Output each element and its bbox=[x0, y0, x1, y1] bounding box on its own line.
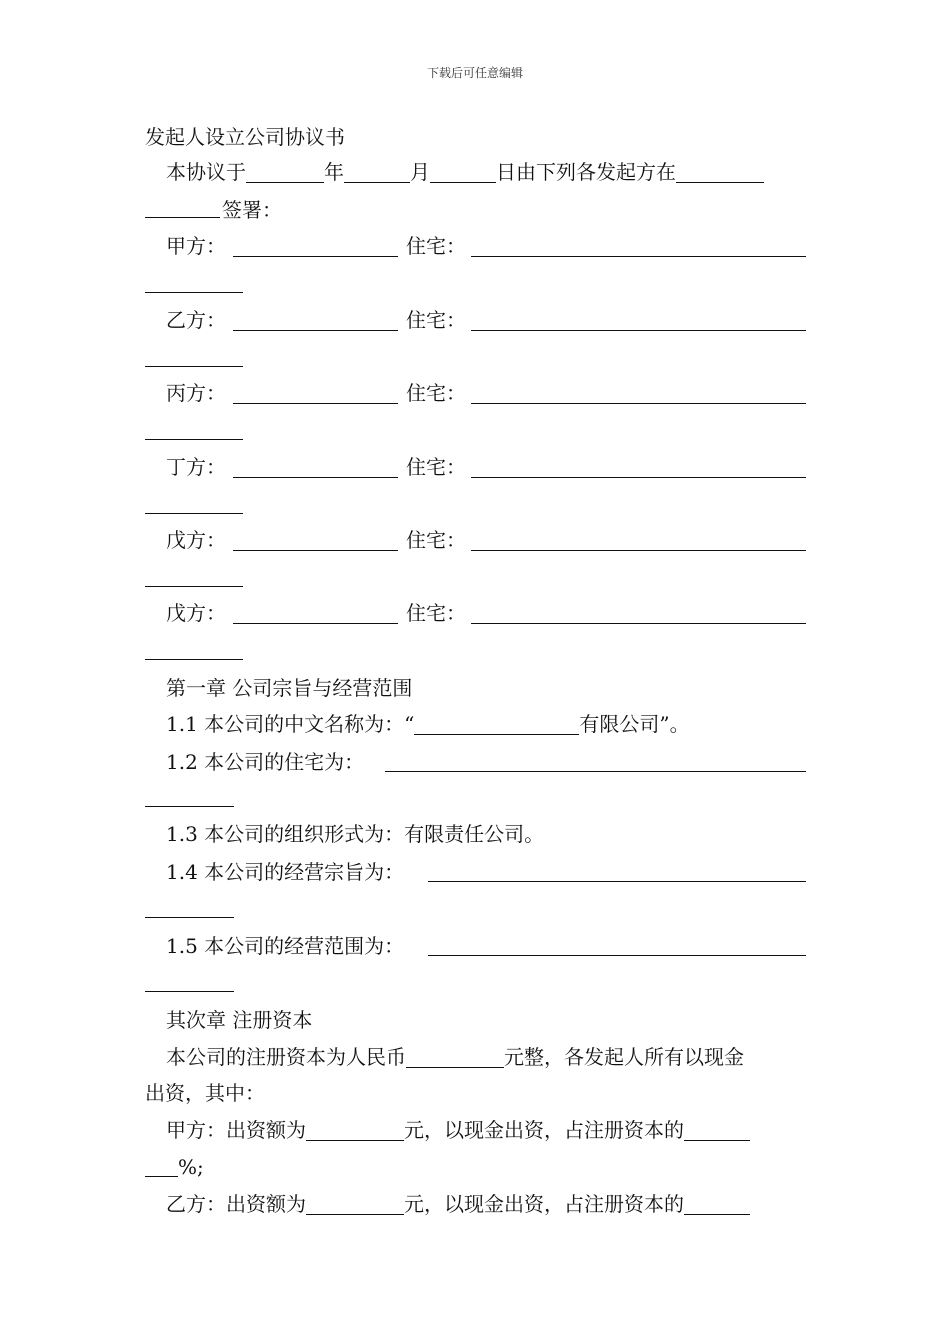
residence-blank[interactable] bbox=[471, 623, 806, 624]
party-label: 丙方： bbox=[166, 381, 226, 405]
capital-line-2: 出资，其中： bbox=[145, 1081, 265, 1105]
jia-prefix: 甲方：出资额为 bbox=[166, 1118, 306, 1142]
capital-line bbox=[166, 1045, 744, 1069]
residence-blank-cont[interactable] bbox=[145, 659, 243, 660]
capital-prefix: 本公司的注册资本为人民币 bbox=[166, 1045, 406, 1069]
intro-suffix: 日由下列各发起方在 bbox=[496, 160, 676, 184]
jia-percent-sign: %; bbox=[178, 1155, 204, 1179]
jia-amount-blank[interactable] bbox=[306, 1120, 404, 1141]
contribution-jia bbox=[166, 1118, 750, 1142]
company-address-blank[interactable] bbox=[385, 771, 806, 772]
party-label: 戊方： bbox=[166, 601, 226, 625]
residence-blank-cont[interactable] bbox=[145, 586, 243, 587]
residence-blank[interactable] bbox=[471, 477, 806, 478]
clause-1-2: 1.2 本公司的住宅为： bbox=[166, 750, 365, 774]
party-label: 乙方： bbox=[166, 308, 226, 332]
party-name-blank[interactable] bbox=[233, 623, 398, 624]
place-blank[interactable] bbox=[676, 162, 764, 183]
residence-label: 住宅： bbox=[406, 308, 466, 332]
business-scope-blank[interactable] bbox=[428, 955, 806, 956]
residence-label: 住宅： bbox=[406, 234, 466, 258]
residence-blank[interactable] bbox=[471, 550, 806, 551]
capital-amount-blank[interactable] bbox=[406, 1047, 504, 1068]
intro-month: 月 bbox=[410, 160, 430, 184]
party-name-blank[interactable] bbox=[233, 550, 398, 551]
residence-label: 住宅： bbox=[406, 601, 466, 625]
page-header: 下载后可任意编辑 bbox=[426, 66, 523, 80]
yi-mid: 元，以现金出资，占注册资本的 bbox=[404, 1192, 684, 1216]
day-blank-year[interactable] bbox=[246, 162, 324, 183]
yi-amount-blank[interactable] bbox=[306, 1194, 404, 1215]
intro-line bbox=[166, 160, 764, 184]
intro-prefix: 本协议于 bbox=[166, 160, 246, 184]
business-purpose-blank[interactable] bbox=[428, 881, 806, 882]
capital-suffix: 元整，各发起人所有以现金 bbox=[504, 1045, 744, 1069]
residence-blank-cont[interactable] bbox=[145, 439, 243, 440]
company-name-blank[interactable] bbox=[414, 714, 579, 735]
chapter-2-heading: 其次章 注册资本 bbox=[166, 1008, 313, 1032]
company-address-blank-cont[interactable] bbox=[145, 806, 234, 807]
day-blank[interactable] bbox=[430, 162, 496, 183]
clause-1-3: 1.3 本公司的组织形式为：有限责任公司。 bbox=[166, 822, 545, 846]
place-blank-cont[interactable] bbox=[145, 217, 220, 218]
intro-sign: 签署： bbox=[222, 198, 282, 222]
residence-blank[interactable] bbox=[471, 330, 806, 331]
residence-blank-cont[interactable] bbox=[145, 366, 243, 367]
party-label: 丁方： bbox=[166, 455, 226, 479]
intro-year: 年 bbox=[324, 160, 344, 184]
residence-blank-cont[interactable] bbox=[145, 292, 243, 293]
residence-blank[interactable] bbox=[471, 403, 806, 404]
clause-1-5: 1.5 本公司的经营范围为： bbox=[166, 934, 405, 958]
yi-prefix: 乙方：出资额为 bbox=[166, 1192, 306, 1216]
month-blank[interactable] bbox=[344, 162, 410, 183]
party-name-blank[interactable] bbox=[233, 477, 398, 478]
contribution-yi bbox=[166, 1192, 750, 1216]
clause-1-1 bbox=[166, 712, 690, 736]
party-name-blank[interactable] bbox=[233, 403, 398, 404]
party-label: 甲方： bbox=[166, 234, 226, 258]
business-purpose-blank-cont[interactable] bbox=[145, 917, 234, 918]
party-label: 戊方： bbox=[166, 528, 226, 552]
residence-label: 住宅： bbox=[406, 528, 466, 552]
jia-percent-blank[interactable] bbox=[684, 1120, 750, 1141]
residence-label: 住宅： bbox=[406, 381, 466, 405]
clause-1-1-prefix: 1.1 本公司的中文名称为：“ bbox=[166, 712, 415, 736]
yi-percent-blank[interactable] bbox=[684, 1194, 750, 1215]
document-title: 发起人设立公司协议书 bbox=[145, 125, 345, 149]
residence-blank-cont[interactable] bbox=[145, 513, 243, 514]
business-scope-blank-cont[interactable] bbox=[145, 991, 234, 992]
party-name-blank[interactable] bbox=[233, 256, 398, 257]
residence-label: 住宅： bbox=[406, 455, 466, 479]
jia-percent-blank-cont[interactable] bbox=[145, 1176, 178, 1177]
residence-blank[interactable] bbox=[471, 256, 806, 257]
jia-mid: 元，以现金出资，占注册资本的 bbox=[404, 1118, 684, 1142]
clause-1-1-suffix: 有限公司”。 bbox=[579, 712, 690, 736]
party-name-blank[interactable] bbox=[233, 330, 398, 331]
chapter-1-heading: 第一章 公司宗旨与经营范围 bbox=[166, 676, 413, 700]
clause-1-4: 1.4 本公司的经营宗旨为： bbox=[166, 860, 405, 884]
